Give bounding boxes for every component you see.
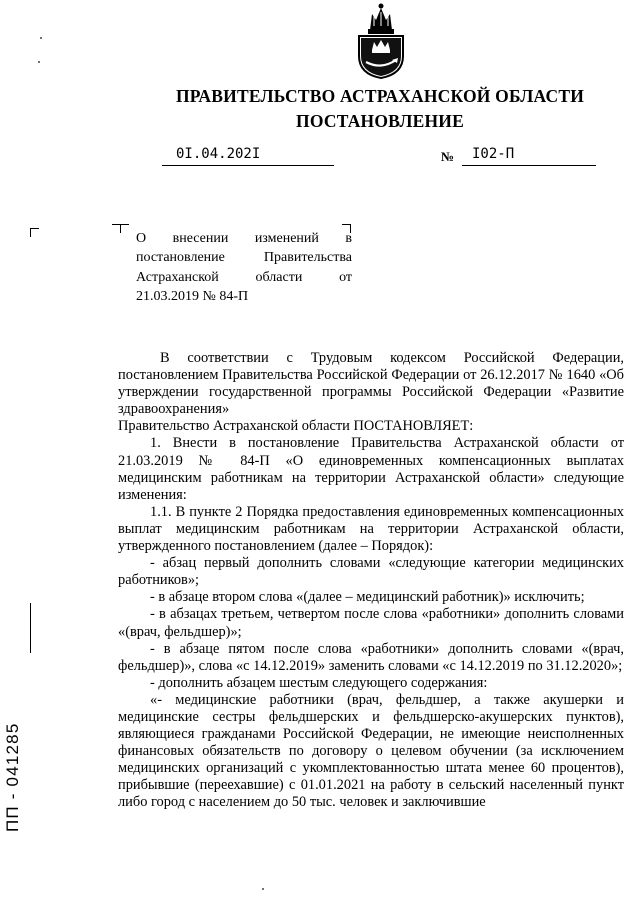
- document-date: 0I.04.202I: [176, 146, 261, 162]
- document-type-title: ПОСТАНОВЛЕНИЕ: [296, 111, 464, 131]
- serial-number: ПП - 041285: [3, 722, 22, 832]
- bullet-paragraph: - дополнить абзацем шестым следующего содержания:: [150, 674, 488, 691]
- number-underline: [462, 165, 596, 166]
- bullet-paragraph: - в абзаце втором слова «(далее – медицинский работник)» исключить;: [150, 589, 585, 606]
- bullet-paragraph: - абзац первый дополнить словами «следующие категории медицинских работников»;: [118, 555, 624, 589]
- scan-speck: [262, 888, 264, 890]
- organization-title: ПРАВИТЕЛЬСТВО АСТРАХАНСКОЙ ОБЛАСТИ: [175, 86, 585, 106]
- coat-of-arms-icon: [352, 2, 410, 80]
- document-body: [118, 350, 624, 812]
- quote-paragraph: «- медицинские работники (врач, фельдшер, а также акушерки и медицинские сестры фельдшерских и фельдшерско-акушерских пунктов), являющиеся гражданами Российской Федерации, не имеющие неисполненных финансовых обязательств по договору о целевом обучении (за исключением медицинских организаций с укомплектованностью штата менее 60 процентов), прибывшие (переехавшие) с 01.01.2021 на работу в сельский населенный пункт либо город с населением до 50 тыс. человек и заключившие: [118, 691, 624, 811]
- margin-line: [30, 603, 31, 653]
- corner-mark-left: [30, 228, 39, 237]
- number-label: №: [441, 149, 455, 164]
- scan-speck: [40, 37, 42, 39]
- resolves-paragraph: Правительство Астраханской области ПОСТАНОВЛЯЕТ:: [118, 418, 474, 435]
- document-subject: О внесении изменений в постановление Правительства Астраханской области от 21.03.2019 № 84-П: [136, 231, 352, 304]
- bullet-paragraph: - в абзацах третьем, четвертом после слова «работники» дополнить словами «(врач, фельдшер)»;: [118, 606, 624, 640]
- date-underline: [162, 165, 334, 166]
- scan-speck: [38, 61, 40, 63]
- document-number: I02-П: [472, 146, 515, 162]
- preamble-paragraph: В соответствии с Трудовым кодексом Российской Федерации, постановлением Правительства Российской Федерации от 26.12.2017 № 1640 «Об утверждении государственной программы Российской Федерации «Развитие здравоохранения»: [118, 350, 624, 418]
- item-1-1-paragraph: 1.1. В пункте 2 Порядка предоставления единовременных компенсационных выплат медицинским работникам на территории Астраханской области, утвержденного постановлением (далее – Порядок):: [118, 503, 624, 555]
- item-1-paragraph: 1. Внести в постановление Правительства Астраханской области от 21.03.2019 № 84-П «О единовременных компенсационных выплатах медицинским работникам на территории Астраханской области» следующие изменения:: [118, 435, 624, 503]
- corner-mark-subject-left-b: [120, 224, 129, 233]
- bullet-paragraph: - в абзаце пятом после слова «работники» дополнить словами «(врач, фельдшер)», слова «с 14.12.2019» заменить словами «с 14.12.2019 по 31.12.2020»;: [118, 640, 624, 674]
